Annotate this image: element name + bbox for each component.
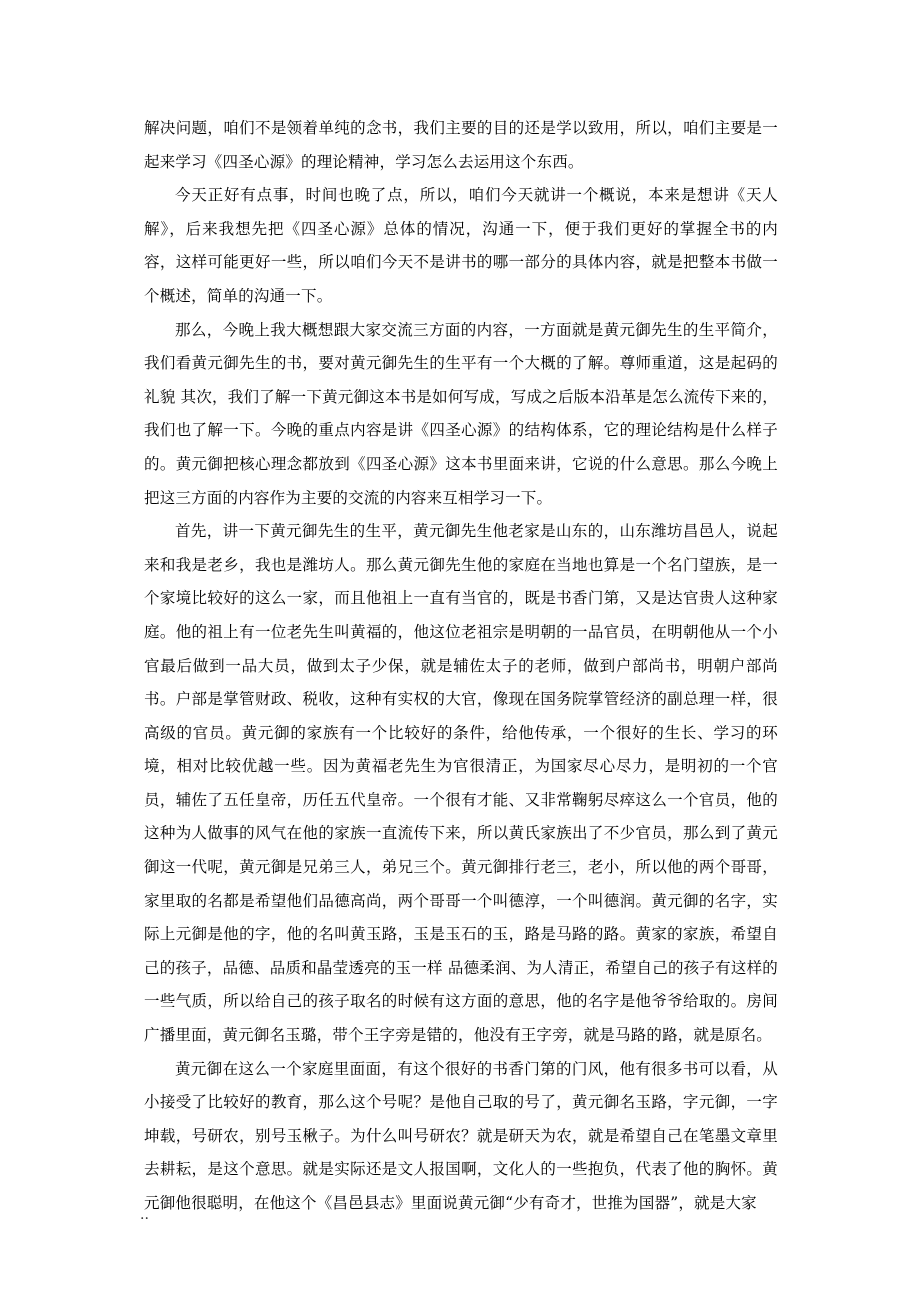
paragraph-5: 黄元御在这么一个家庭里面面，有这个很好的书香门第的门风，他有很多书可以看，从小接受了比较好的教育，那么这个号呢？是他自己取的号了，黄元御名玉路，字元御，一字坤载，号研农，别号玉楸子。为什么叫号研农？就是研天为农，就是希望自己在笔墨文章里去耕耘，是这个意思。就是实际还是文人报国啊，文化人的一些抱负，代表了他的胸怀。黄元御他很聪明，在他这个《昌邑县志》里面说黄元御“少有奇才，世推为国器”，就是大家	[144, 1059, 778, 1212]
paragraph-3: 那么，今晚上我大概想跟大家交流三方面的内容，一方面就是黄元御先生的生平简介，我们看黄元御先生的书，要对黄元御先生的生平有一个大概的了解。尊师重道，这是起码的礼貌 其次，我们了解一下黄元御这本书是如何写成，写成之后版本沿革是怎么流传下来的，我们也了解一下。今晚的重点内容是讲《四圣心源》的结构体系，它的理论结构是什么样子的。黄元御把核心理念都放到《四圣心源》这本书里面来讲，它说的什么意思。那么今晚上把这三方面的内容作为主要的交流的内容来互相学习一下。	[144, 320, 778, 507]
paragraph-4: 首先，讲一下黄元御先生的生平，黄元御先生他老家是山东的，山东潍坊昌邑人，说起来和我是老乡，我也是潍坊人。那么黄元御先生他的家庭在当地也算是一个名门望族，是一个家境比较好的这么一家，而且他祖上一直有当官的，既是书香门第，又是达官贵人这种家庭。他的祖上有一位老先生叫黄福的，他这位老祖宗是明朝的一品官员，在明朝他从一个小官最后做到一品大员，做到太子少保，就是辅佐太子的老师，做到户部尚书，明朝户部尚书。户部是掌管财政、税收，这种有实权的大官，像现在国务院掌管经济的副总理一样，很高级的官员。黄元御的家族有一个比较好的条件，给他传承，一个很好的生长、学习的环境，相对比较优越一些。因为黄福老先生为官很清正，为国家尽心尽力，是明初的一个官员，辅佐了五任皇帝，历任五代皇帝。一个很有才能、又非常鞠躬尽瘁这么一个官员，他的这种为人做事的风气在他的家族一直流传下来，所以黄氏家族出了不少官员，那么到了黄元御这一代呢，黄元御是兄弟三人，弟兄三个。黄元御排行老三，老小，所以他的两个哥哥，家里取的名都是希望他们品德高尚，两个哥哥一个叫德淳，一个叫德润。黄元御的名字，实际上元御是他的字，他的名叫黄玉路，玉是玉石的玉，路是马路的路。黄家的家族，希望自己的孩子，品德、品质和晶莹透亮的玉一样 品德柔润、为人清正，希望自己的孩子有这样的一些气质，所以给自己的孩子取名的时候有这方面的意思，他的名字是他爷爷给取的。房间广播里面，黄元御名玉璐，带个王字旁是错的，他没有王字旁，就是马路的路，就是原名。	[144, 522, 778, 1045]
page-footer-mark: ..	[140, 1207, 149, 1223]
document-body	[144, 112, 778, 1221]
paragraph-1: 解决问题，咱们不是领着单纯的念书，我们主要的目的还是学以致用，所以，咱们主要是一起来学习《四圣心源》的理论精神，学习怎么去运用这个东西。	[144, 119, 778, 171]
paragraph-2: 今天正好有点事，时间也晚了点，所以，咱们今天就讲一个概说，本来是想讲《天人解》，后来我想先把《四圣心源》总体的情况，沟通一下，便于我们更好的掌握全书的内容，这样可能更好一些，所以咱们今天不是讲书的哪一部分的具体内容，就是把整本书做一个概述，简单的沟通一下。	[144, 186, 778, 305]
